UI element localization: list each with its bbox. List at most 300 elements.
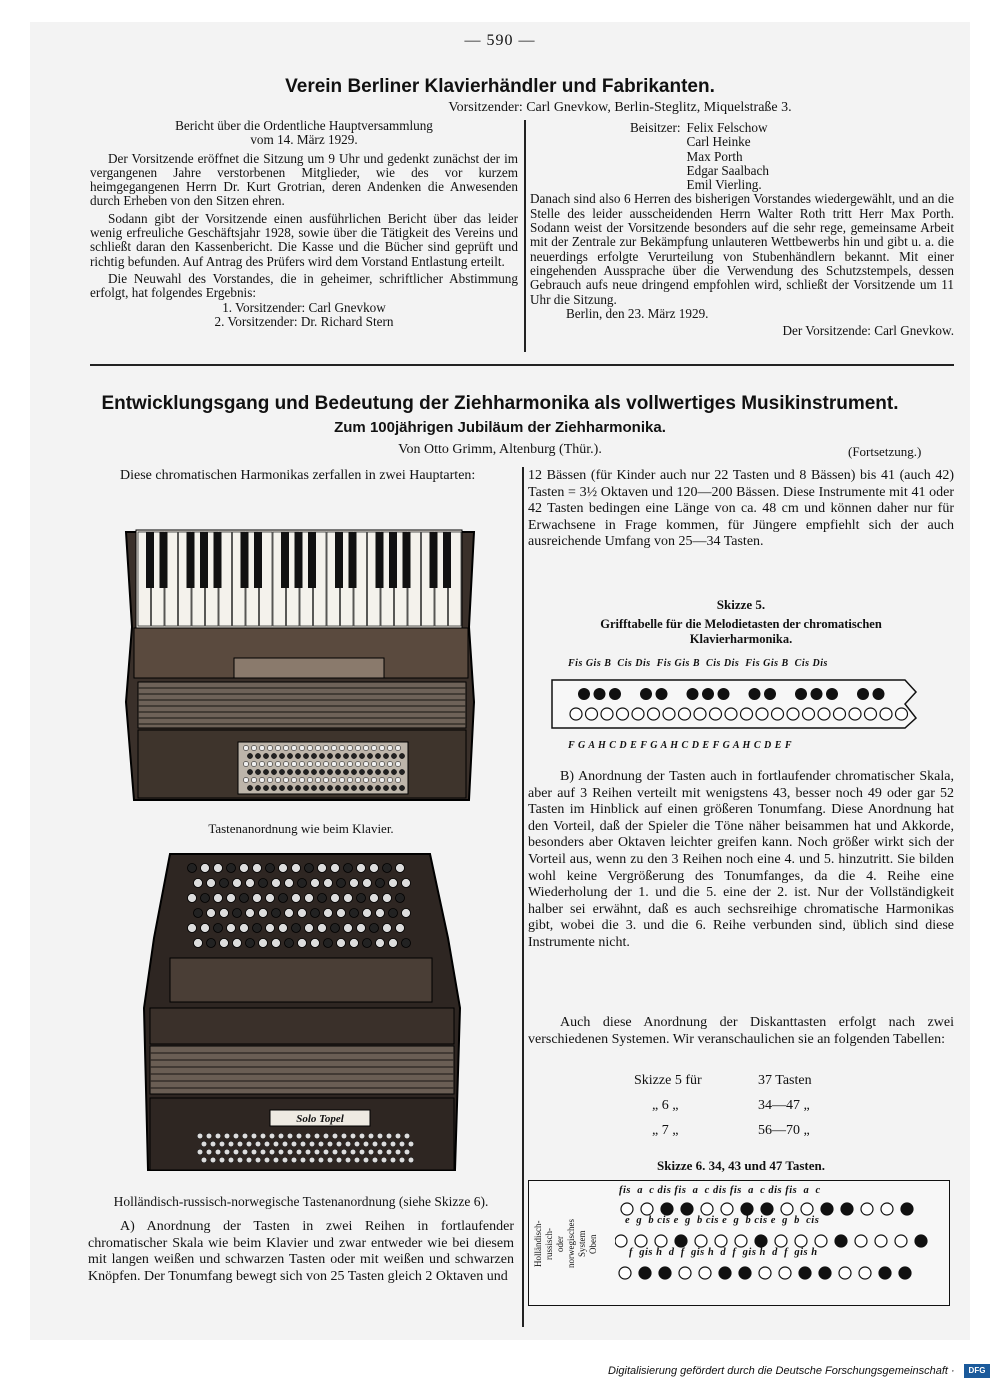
caption-piano-accordion: Tastenanordnung wie beim Klavier.	[208, 821, 394, 836]
bass-button	[287, 1149, 293, 1155]
bass-button	[367, 753, 372, 758]
white-button	[617, 708, 629, 720]
diagram-button	[801, 1203, 813, 1215]
bass-button	[355, 761, 360, 766]
bass-button	[206, 1149, 212, 1155]
diagram-button	[821, 1203, 833, 1215]
bass-button	[391, 753, 396, 758]
treble-button	[318, 864, 327, 873]
treble-button	[389, 909, 398, 918]
diagram-button	[855, 1235, 867, 1247]
bass-button	[399, 769, 404, 774]
paragraph: Die Neuwahl des Vorstandes, die in geheimer, schriftlicher Abstimmung erfolgt, hat folgendes Ergebnis:	[90, 270, 518, 301]
beisitzer-name: Emil Vierling.	[686, 177, 762, 193]
treble-button	[357, 864, 366, 873]
diagram-button	[679, 1267, 691, 1279]
black-key	[403, 532, 411, 588]
treble-button	[214, 894, 223, 903]
paragraph: Auch diese Anordnung der Diskanttasten erfolgt nach zwei verschiedenen Systemen. Wir veranschaulichen sie an folgenden Tabellen:	[528, 1015, 954, 1047]
bass-button	[323, 745, 328, 750]
bass-button	[295, 785, 300, 790]
white-button	[834, 708, 846, 720]
treble-button	[246, 909, 255, 918]
treble-button	[266, 894, 275, 903]
diagram-button	[635, 1235, 647, 1247]
bass-button	[359, 753, 364, 758]
treble-button	[240, 924, 249, 933]
black-button	[749, 688, 761, 700]
treble-button	[279, 924, 288, 933]
diagram-button	[779, 1267, 791, 1279]
bass-button	[219, 1141, 225, 1147]
bass-button	[278, 1149, 284, 1155]
bass-button	[395, 777, 400, 782]
bass-button	[383, 753, 388, 758]
treble-button	[227, 894, 236, 903]
treble-button	[253, 924, 262, 933]
paragraph: Diese chromatischen Harmonikas zerfallen in zwei Hauptarten:	[120, 468, 476, 483]
bass-button	[395, 761, 400, 766]
diagram-button	[839, 1267, 851, 1279]
side-word: russisch-	[544, 1228, 554, 1260]
bass-button	[323, 761, 328, 766]
treble-button	[227, 924, 236, 933]
bass-button	[386, 1133, 392, 1139]
black-button	[609, 688, 621, 700]
page-number: — 590 —	[464, 32, 536, 49]
white-button	[570, 708, 582, 720]
black-key	[200, 532, 208, 588]
diagram-button	[835, 1235, 847, 1247]
treble-button	[376, 939, 385, 948]
bass-button	[387, 777, 392, 782]
bass-button	[291, 1141, 297, 1147]
bass-button	[278, 1133, 284, 1139]
bass-button	[390, 1141, 396, 1147]
bass-button	[210, 1141, 216, 1147]
bass-button	[327, 753, 332, 758]
bass-button	[335, 769, 340, 774]
skizze5-title: Skizze 5.	[716, 597, 766, 612]
diagram-button	[881, 1203, 893, 1215]
treble-button	[253, 864, 262, 873]
paragraph: A) Anordnung der Tasten in zwei Reihen in fortlaufender chromatischer Skala wie beim Klavier und zwar entweder wie bei diesem mit langen weißen und schwarzen Tasten oder mit weißen und schwarzen Knöpfen. Der Tonumfang bewegt sich von 25 Tasten gleich 2 Oktaven und	[88, 1219, 514, 1284]
bass-button	[307, 745, 312, 750]
bass-button	[381, 1157, 387, 1163]
bass-button	[390, 1157, 396, 1163]
treble-button	[188, 894, 197, 903]
white-button	[648, 708, 660, 720]
bass-button	[379, 761, 384, 766]
treble-button	[337, 909, 346, 918]
treble-button	[298, 909, 307, 918]
diagram-button	[879, 1267, 891, 1279]
bass-button	[368, 1149, 374, 1155]
skizze5-bottom-notes: F G A H C D E F G A H C D E F G A H C D E F	[568, 740, 793, 751]
treble-button	[350, 939, 359, 948]
treble-button	[240, 864, 249, 873]
beisitzer-block	[630, 121, 954, 192]
treble-button	[259, 909, 268, 918]
bass-button	[363, 777, 368, 782]
report-heading: Bericht über die Ordentliche Hauptversammlung	[175, 118, 433, 133]
bass-button	[206, 1133, 212, 1139]
bass-button	[319, 753, 324, 758]
diagram-button	[741, 1203, 753, 1215]
treble-button	[220, 939, 229, 948]
treble-button	[207, 909, 216, 918]
bass-button	[246, 1157, 252, 1163]
report-date: vom 14. März 1929.	[250, 132, 358, 148]
bass-button	[255, 785, 260, 790]
diagram-button	[875, 1235, 887, 1247]
bass-button	[387, 745, 392, 750]
bass-button	[408, 1157, 414, 1163]
treble-button	[376, 909, 385, 918]
treble-button	[318, 894, 327, 903]
bass-button	[351, 769, 356, 774]
black-key	[146, 532, 154, 588]
bass-button	[210, 1157, 216, 1163]
treble-button	[194, 879, 203, 888]
treble-button	[324, 909, 333, 918]
board-item-2: 2. Vorsitzender: Dr. Richard Stern	[214, 313, 394, 329]
white-button	[865, 708, 877, 720]
diagram-button	[795, 1235, 807, 1247]
bass-button	[215, 1149, 221, 1155]
treble-button	[259, 879, 268, 888]
treble-button	[292, 894, 301, 903]
bass-button	[299, 745, 304, 750]
treble-button	[324, 879, 333, 888]
treble-button	[370, 924, 379, 933]
section1-left-column	[90, 119, 518, 329]
bass-button	[307, 777, 312, 782]
bass-button	[350, 1149, 356, 1155]
bass-button	[279, 769, 284, 774]
bass-button	[303, 769, 308, 774]
treble-button	[285, 879, 294, 888]
treble-button	[266, 864, 275, 873]
bass-button	[331, 745, 336, 750]
bass-button	[331, 761, 336, 766]
treble-button	[279, 894, 288, 903]
bass-button	[201, 1157, 207, 1163]
table-cell: 56—70 „	[758, 1123, 810, 1138]
treble-button	[396, 864, 405, 873]
bass-button	[224, 1149, 230, 1155]
bass-button	[318, 1141, 324, 1147]
treble-button	[363, 909, 372, 918]
black-key	[160, 532, 168, 588]
bass-button	[311, 785, 316, 790]
diagram-button	[735, 1235, 747, 1247]
treble-button	[246, 879, 255, 888]
diagram-button	[755, 1235, 767, 1247]
diagram-button	[739, 1267, 751, 1279]
black-key	[308, 532, 316, 588]
bass-button	[197, 1149, 203, 1155]
white-button	[849, 708, 861, 720]
bass-button	[319, 785, 324, 790]
beisitzer-name: Edgar Saalbach	[686, 162, 769, 178]
bass-button	[399, 1141, 405, 1147]
treble-button	[383, 894, 392, 903]
white-button	[787, 708, 799, 720]
bass-button	[379, 777, 384, 782]
bass-button	[283, 745, 288, 750]
bass-button	[335, 785, 340, 790]
bass-button	[359, 1133, 365, 1139]
treble-button	[201, 894, 210, 903]
bass-button	[404, 1149, 410, 1155]
bass-button	[287, 769, 292, 774]
bass-button	[247, 785, 252, 790]
bass-button	[291, 761, 296, 766]
treble-button	[292, 864, 301, 873]
skizze5-top-notes: Fis Gis B Cis Dis Fis Gis B Cis Dis Fis Gis B Cis Dis	[568, 658, 828, 669]
bass-button	[267, 777, 272, 782]
bass-button	[332, 1133, 338, 1139]
bass-button	[275, 777, 280, 782]
bass-button	[260, 1133, 266, 1139]
bass-button	[197, 1133, 203, 1139]
bass-button	[307, 761, 312, 766]
diagram-button	[915, 1235, 927, 1247]
bass-button	[228, 1141, 234, 1147]
skizze6-diagram	[615, 1181, 945, 1303]
bass-button	[263, 753, 268, 758]
bass-button	[282, 1157, 288, 1163]
bass-button	[363, 761, 368, 766]
skizze5-diagram	[550, 672, 924, 734]
side-word: System	[577, 1230, 587, 1258]
bass-button	[399, 1157, 405, 1163]
white-button	[679, 708, 691, 720]
black-button	[811, 688, 823, 700]
section-divider	[90, 364, 954, 366]
paragraph: 12 Bässen (für Kinder auch nur 22 Tasten und 8 Bässen) bis 41 (auch 42) Tasten = 3½ Oktaven und 120—200 Bässen. Diese Instrumente mit 41 oder 42 Tasten bedingen eine Länge von ca. 48 cm und können daher nur für Erwachsene in Frage kommen, für Jüngere empfiehlt sich der auch ausreichende Umfang von 25—34 Tasten.	[528, 468, 954, 550]
treble-button	[285, 939, 294, 948]
table-cell: Skizze 5 für	[634, 1073, 702, 1088]
table-row	[634, 1123, 812, 1148]
black-button	[702, 688, 714, 700]
bass-button	[327, 1157, 333, 1163]
black-button	[594, 688, 606, 700]
bass-button	[255, 769, 260, 774]
treble-button	[233, 879, 242, 888]
white-button	[896, 708, 908, 720]
bass-button	[395, 1149, 401, 1155]
paragraph: Sodann gibt der Vorsitzende einen ausführlichen Bericht über das leider wenig erfreuliche Geschäftsjahr 1928, sowie über die Tätigkeit des Vereins und schließt daran den Kassenbericht. Die Kasse und die Bücher sind geprüft und richtig befunden. Auf Antrag des Prüfers wird dem Vorstand Entlastung erteilt.	[90, 210, 518, 269]
diagram-button	[799, 1267, 811, 1279]
bass-button	[228, 1157, 234, 1163]
diagram-button	[699, 1267, 711, 1279]
black-button	[826, 688, 838, 700]
bass-button	[377, 1149, 383, 1155]
treble-button	[383, 924, 392, 933]
table-cell: 34—47 „	[758, 1098, 810, 1113]
treble-button	[279, 864, 288, 873]
section1-title: Verein Berliner Klavierhändler und Fabrikanten.	[285, 76, 715, 97]
bass-button	[363, 1157, 369, 1163]
bass-button	[287, 753, 292, 758]
bass-button	[303, 753, 308, 758]
treble-button	[220, 879, 229, 888]
bass-button	[363, 1141, 369, 1147]
bass-button	[359, 785, 364, 790]
bass-button	[343, 785, 348, 790]
bass-button	[345, 1157, 351, 1163]
bass-button	[408, 1141, 414, 1147]
white-button	[601, 708, 613, 720]
bass-button	[224, 1133, 230, 1139]
section1-right-column	[530, 121, 954, 338]
bass-button	[255, 1157, 261, 1163]
diagram-button	[781, 1203, 793, 1215]
treble-button	[363, 939, 372, 948]
bass-button	[343, 769, 348, 774]
bass-button	[295, 769, 300, 774]
treble-button	[389, 939, 398, 948]
bass-button	[367, 769, 372, 774]
diagram-button	[759, 1267, 771, 1279]
bass-button	[309, 1141, 315, 1147]
bass-button	[291, 1157, 297, 1163]
treble-button	[357, 894, 366, 903]
bass-button	[372, 1157, 378, 1163]
bass-button	[381, 1141, 387, 1147]
bass-button	[219, 1157, 225, 1163]
bass-button	[315, 745, 320, 750]
treble-button	[188, 864, 197, 873]
treble-button	[207, 879, 216, 888]
white-button	[725, 708, 737, 720]
treble-button	[344, 894, 353, 903]
bass-button	[300, 1157, 306, 1163]
bass-button	[375, 785, 380, 790]
diagram-button	[899, 1267, 911, 1279]
bass-button	[201, 1141, 207, 1147]
table-row	[634, 1098, 812, 1123]
black-button	[764, 688, 776, 700]
bass-button	[299, 777, 304, 782]
bass-button	[375, 753, 380, 758]
treble-button	[331, 864, 340, 873]
white-button	[741, 708, 753, 720]
treble-button	[285, 909, 294, 918]
place-date: Berlin, den 23. März 1929.	[566, 305, 709, 321]
treble-button	[201, 864, 210, 873]
white-button	[772, 708, 784, 720]
bass-button	[371, 777, 376, 782]
black-key	[430, 532, 438, 588]
bass-button	[271, 753, 276, 758]
table-cell: „ 7 „	[652, 1123, 679, 1138]
bass-button	[318, 1157, 324, 1163]
treble-button	[214, 924, 223, 933]
treble-button	[331, 924, 340, 933]
intro-paragraph	[88, 468, 514, 485]
treble-button	[298, 939, 307, 948]
treble-button	[402, 939, 411, 948]
bass-button	[237, 1157, 243, 1163]
bass-button	[323, 777, 328, 782]
treble-button	[233, 939, 242, 948]
treble-button	[383, 864, 392, 873]
bass-button	[314, 1149, 320, 1155]
black-button	[857, 688, 869, 700]
black-button	[795, 688, 807, 700]
bass-button	[275, 761, 280, 766]
treble-button	[240, 894, 249, 903]
black-button	[718, 688, 730, 700]
diagram-button	[681, 1203, 693, 1215]
black-key	[254, 532, 262, 588]
skizze6-row3: f gis h d f gis h d f gis h d f gis h	[629, 1247, 818, 1258]
side-label-text	[533, 1189, 599, 1299]
diagram-button	[761, 1203, 773, 1215]
bass-button	[264, 1141, 270, 1147]
bass-button	[299, 761, 304, 766]
bass-button	[345, 1141, 351, 1147]
treble-button	[402, 909, 411, 918]
bass-button	[264, 1157, 270, 1163]
bass-button	[336, 1157, 342, 1163]
bass-button	[251, 1149, 257, 1155]
treble-button	[376, 879, 385, 888]
treble-button	[305, 864, 314, 873]
bass-button	[242, 1133, 248, 1139]
bass-button	[372, 1141, 378, 1147]
paragraph-c	[528, 1015, 954, 1048]
section1-subtitle: Vorsitzender: Carl Gnevkow, Berlin-Steglitz, Miquelstraße 3.	[448, 100, 792, 115]
bass-button	[377, 1133, 383, 1139]
bass-button	[267, 745, 272, 750]
bass-button	[311, 753, 316, 758]
bass-button	[371, 761, 376, 766]
bass-button	[243, 761, 248, 766]
bass-button	[347, 745, 352, 750]
column-divider	[524, 120, 526, 352]
black-key	[214, 532, 222, 588]
bass-button	[327, 1141, 333, 1147]
paragraph: Danach sind also 6 Herren des bisherigen Vorstandes wiedergewählt, und an die Stelle des leider ausscheidenden Herrn Walter Roth tritt Herr Max Porth. Sodann weist der Vorsitzende besonders auf die sehr rege, gemeinsame Arbeit mit der Zentrale zur Bekämpfung unlauteren Wettbewerbs hin und gibt u. a. die neuerdings erfolgte Verurteilung von Stubenhändlern bekannt. Mit einer eingehenden Aussprache über die Verwendung des Schutzstempels, dessen Gebrauch aufs neue dringend empfohlen wird, schließt der Vorsitzende um 11 Uhr die Sitzung.	[530, 191, 954, 307]
treble-button	[350, 909, 359, 918]
diagram-button	[619, 1267, 631, 1279]
treble-button	[272, 879, 281, 888]
bass-button	[269, 1149, 275, 1155]
white-button	[586, 708, 598, 720]
bass-button	[327, 785, 332, 790]
treble-button	[396, 924, 405, 933]
black-key	[349, 532, 357, 588]
skizze5-caption: Grifftabelle für die Melodietasten der chromatischen Klavierharmonika.	[600, 617, 882, 646]
bass-button	[247, 769, 252, 774]
bass-button	[347, 761, 352, 766]
bass-button	[309, 1157, 315, 1163]
black-button	[656, 688, 668, 700]
treble-button	[201, 924, 210, 933]
bass-button	[350, 1133, 356, 1139]
bass-button	[275, 745, 280, 750]
treble-button	[259, 939, 268, 948]
bass-button	[354, 1157, 360, 1163]
diagram-button	[721, 1203, 733, 1215]
paragraph-a	[88, 1219, 514, 1285]
treble-button	[272, 909, 281, 918]
author-line: Von Otto Grimm, Altenburg (Thür.).	[398, 442, 602, 457]
